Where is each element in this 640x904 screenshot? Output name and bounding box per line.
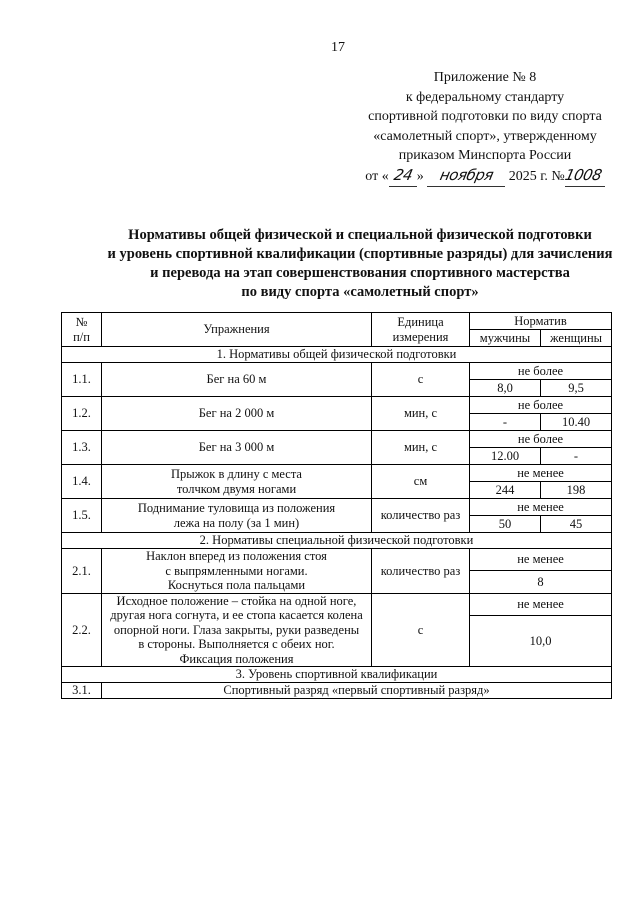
section-title: 3. Уровень спортивной квалификации [62, 667, 612, 683]
title-line: и перевода на этап совершенствования спортивного мастерства [150, 265, 570, 281]
header-num: № п/п [62, 313, 102, 347]
value-women: 45 [541, 516, 612, 533]
appendix-line: «самолетный спорт», утвержденному [373, 128, 597, 144]
date-prefix: от « [365, 168, 389, 184]
row-number: 1.4. [62, 465, 102, 499]
unit-cell: количество раз [372, 549, 470, 594]
value-men: 12.00 [470, 448, 541, 465]
value-common: 8 [470, 571, 612, 593]
norm-condition: не более [470, 431, 612, 448]
norm-condition: не более [470, 397, 612, 414]
unit-cell: с [372, 363, 470, 397]
handwritten-day: 24 [389, 166, 417, 188]
unit-cell: мин, с [372, 431, 470, 465]
header-norm: Норматив [470, 313, 612, 330]
norm-condition: не менее [470, 499, 612, 516]
norms-table [61, 312, 612, 699]
date-year: 2025 г. № [508, 168, 565, 184]
unit-cell: мин, с [372, 397, 470, 431]
exercise-name: Прыжок в длину с места толчком двумя ногами [102, 465, 372, 499]
title-line: и уровень спортивной квалификации (спортивные разряды) для зачисления [107, 246, 613, 262]
exercise-name: Бег на 2 000 м [102, 397, 372, 431]
value-men: 244 [470, 482, 541, 499]
norm-condition: не более [470, 363, 612, 380]
value-women: 198 [541, 482, 612, 499]
unit-cell: количество раз [372, 499, 470, 533]
order-date-line [310, 166, 640, 188]
qualification-text: Спортивный разряд «первый спортивный разряд» [102, 683, 612, 699]
exercise-name: Бег на 60 м [102, 363, 372, 397]
appendix-line: приказом Минспорта России [398, 148, 572, 163]
value-men: 8,0 [470, 380, 541, 397]
exercise-name: Наклон вперед из положения стоя с выпрямленными ногами. Коснуться пола пальцами [102, 549, 372, 594]
title-line: Нормативы общей физической и специальной физической подготовки [128, 227, 592, 243]
title-line: по виду спорта «самолетный спорт» [241, 284, 479, 300]
exercise-name: Исходное положение – стойка на одной ноге, другая нога согнута, и ее стопа касается колена опорной ноги. Глаза закрыты, руки разведены в стороны. Выполняется с обеих ног. Фиксация положения [102, 593, 372, 667]
appendix-header [310, 68, 640, 187]
value-women: 9,5 [541, 380, 612, 397]
header-unit: Единица измерения [372, 313, 470, 347]
header-women: женщины [541, 330, 612, 347]
unit-cell: см [372, 465, 470, 499]
norm-condition: не менее [470, 465, 612, 482]
row-number: 2.1. [62, 549, 102, 594]
document-title [40, 226, 640, 302]
value-women: - [541, 448, 612, 465]
appendix-line: Приложение № 8 [433, 70, 537, 85]
header-men: мужчины [470, 330, 541, 347]
norm-condition: не менее [470, 593, 612, 615]
date-mid: » [416, 168, 424, 184]
row-number: 1.3. [62, 431, 102, 465]
value-common: 10,0 [470, 615, 612, 667]
exercise-name: Поднимание туловища из положения лежа на полу (за 1 мин) [102, 499, 372, 533]
handwritten-order-number: 1008 [565, 166, 605, 188]
section-title: 2. Нормативы специальной физической подготовки [62, 533, 612, 549]
handwritten-month: ноября [427, 166, 505, 188]
unit-cell: с [372, 593, 470, 667]
row-number: 1.1. [62, 363, 102, 397]
header-exercises: Упражнения [102, 313, 372, 347]
page-number: 17 [331, 40, 345, 55]
row-number: 2.2. [62, 593, 102, 667]
appendix-line: к федеральному стандарту [405, 89, 565, 105]
value-men: 50 [470, 516, 541, 533]
appendix-line: спортивной подготовки по виду спорта [368, 109, 602, 124]
exercise-name: Бег на 3 000 м [102, 431, 372, 465]
norm-condition: не менее [470, 549, 612, 571]
row-number: 3.1. [62, 683, 102, 699]
row-number: 1.2. [62, 397, 102, 431]
value-men: - [470, 414, 541, 431]
value-women: 10.40 [541, 414, 612, 431]
row-number: 1.5. [62, 499, 102, 533]
section-title: 1. Нормативы общей физической подготовки [62, 347, 612, 363]
